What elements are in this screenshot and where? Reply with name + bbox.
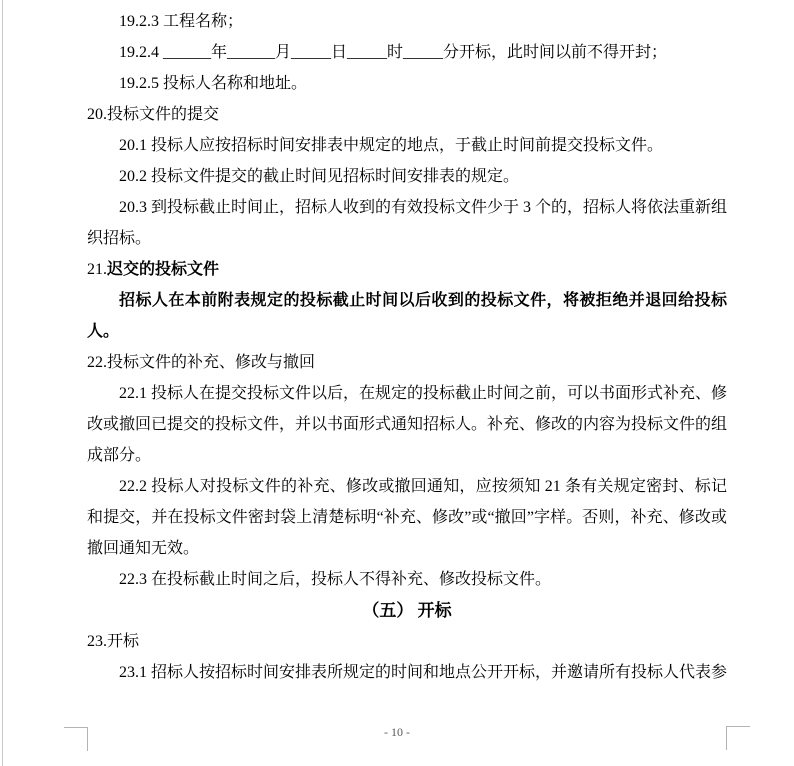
- footer-page-number: - 10 -: [384, 725, 410, 739]
- paragraph-19-2-5: 19.2.5 投标人名称和地址。: [119, 75, 308, 92]
- heading-chapter-5-open-bid: （五） 开标: [362, 601, 452, 620]
- heading-section-21: [87, 254, 727, 285]
- document-body: [87, 6, 727, 688]
- heading-section-23: 23.开标: [87, 633, 140, 650]
- paragraph-19-2-4: 19.2.4 ______年______月_____日_____时_____分开标，此时间以前不得开封；: [119, 44, 668, 61]
- paragraph-19-2-3: 19.2.3 工程名称；: [119, 13, 244, 30]
- paragraph-20-1: 20.1 投标人应按招标时间安排表中规定的地点，于截止时间前提交投标文件。: [119, 137, 664, 154]
- section-21-number: 21.: [87, 261, 107, 278]
- heading-section-20: 20.投标文件的提交: [87, 106, 220, 123]
- paragraph-21: 招标人在本前附表规定的投标截止时间以后收到的投标文件，将被拒绝并退回给投标人。: [87, 292, 727, 340]
- paragraph-22-2: 22.2 投标人对投标文件的补充、修改或撤回通知，应按须知 21 条有关规定密封、标记和提交，并在投标文件密封袋上清楚标明“补充、修改”或“撤回”字样。否则，补充、修改或撤回通知无效。: [87, 478, 727, 557]
- section-21-title: 迟交的投标文件: [107, 261, 220, 278]
- paragraph-22-1: 22.1 投标人在提交投标文件以后，在规定的投标截止时间之前，可以书面形式补充、修改或撤回已提交的投标文件，并以书面形式通知招标人。补充、修改的内容为投标文件的组成部分。: [87, 385, 728, 464]
- heading-section-22: 22.投标文件的补充、修改与撤回: [87, 354, 316, 371]
- paragraph-20-2: 20.2 投标文件提交的截止时间见招标时间安排表的规定。: [119, 168, 520, 185]
- paragraph-22-3: 22.3 在投标截止时间之后，投标人不得补充、修改投标文件。: [119, 571, 552, 588]
- page-edge-line: [2, 0, 3, 766]
- paragraph-20-3: 20.3 到投标截止时间止，招标人收到的有效投标文件少于 3 个的，招标人将依法重新组织招标。: [87, 199, 728, 247]
- paragraph-23-1: 23.1 招标人按招标时间安排表所规定的时间和地点公开开标，并邀请所有投标人代表参: [119, 664, 728, 681]
